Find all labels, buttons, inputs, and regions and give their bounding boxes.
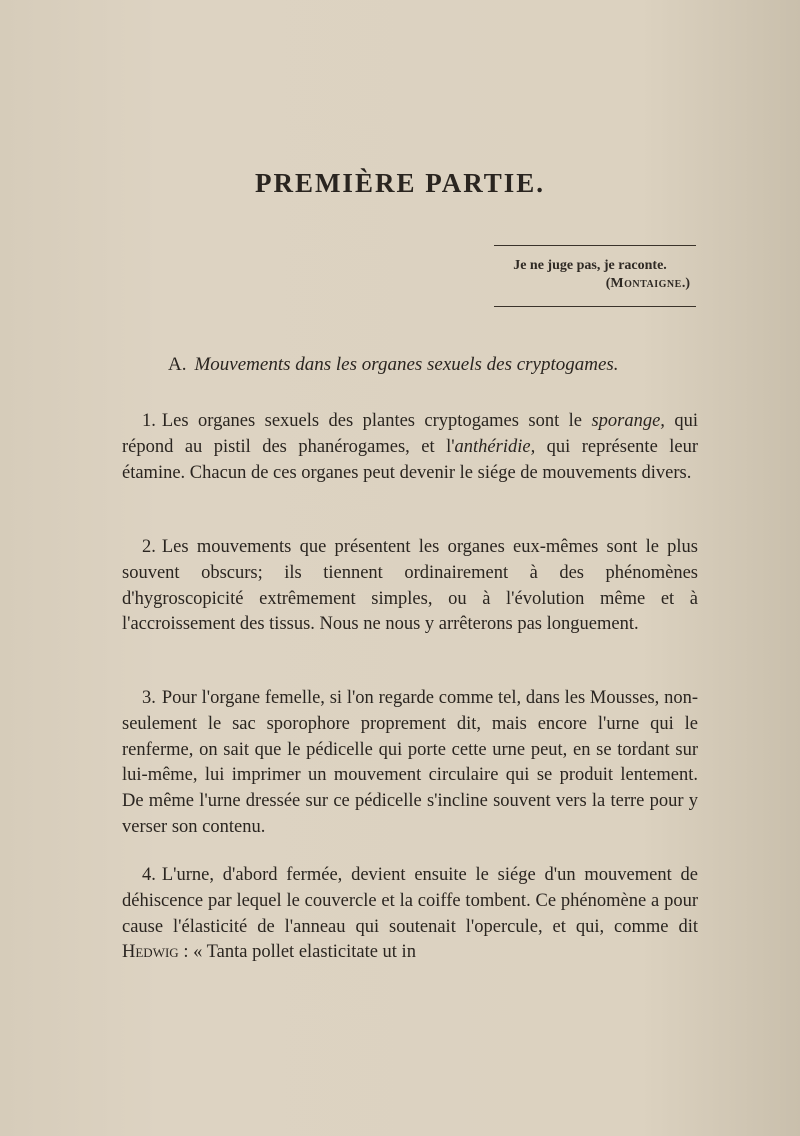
paragraph-2: 2. Les mouvements que présentent les organes eux-mêmes sont le plus souvent obscurs; ils tiennent ordinairement à des phénomènes d'hygroscopicité extrêmement simples, ou à l'évolution même et à l'accroissement des tissus. Nous ne nous y arrêterons pas longuement.: [122, 537, 698, 635]
section-title: Mouvements dans les organes sexuels des cryptogames.: [194, 354, 619, 375]
section-heading: [168, 354, 619, 376]
paragraph-1: 1. Les organes sexuels des plantes cryptogames sont le sporange, qui répond au pistil des phanérogames, et l'anthéridie, qui représente leur étamine. Chacun de ces organes peut devenir le siége de mouvements divers.: [122, 411, 699, 483]
epigraph-quote: Je ne juge pas, je raconte.: [513, 258, 667, 273]
paragraph-number: 3.: [142, 688, 156, 708]
paragraph-3: 3. Pour l'organe femelle, si l'on regarde comme tel, dans les Mousses, non-seulement le sac sporophore proprement dit, mais encore l'urne qui le renferme, on sait que le pédicelle qui porte cette urne peut, en se tordant sur lui-même, lui imprimer un mouvement circulaire qui se produit lentement. De même l'urne dressée sur ce pédicelle s'incline souvent vers la terre pour y verser son contenu.: [122, 688, 698, 837]
paragraph-number: 4.: [142, 865, 156, 885]
section-number: A.: [168, 354, 187, 375]
author-name: Hedwig: [122, 942, 179, 963]
page-title: PREMIÈRE PARTIE.: [254, 168, 546, 198]
epigraph-author: (Montaigne.): [605, 276, 690, 291]
paragraph-4: 4. L'urne, d'abord fermée, devient ensuite le siége d'un mouvement de déhiscence par lequel le couvercle et la coiffe tombent. Ce phénomène a pour cause l'élasticité de l'anneau qui soutenait l'opercule, et qui, comme dit Hedwig : « Tanta pollet elasticitate ut in: [122, 865, 698, 963]
paragraph-number: 1.: [142, 411, 156, 431]
epigraph-bottom-rule: [494, 306, 696, 307]
epigraph-top-rule: [494, 245, 696, 246]
paragraph-number: 2.: [142, 537, 156, 557]
